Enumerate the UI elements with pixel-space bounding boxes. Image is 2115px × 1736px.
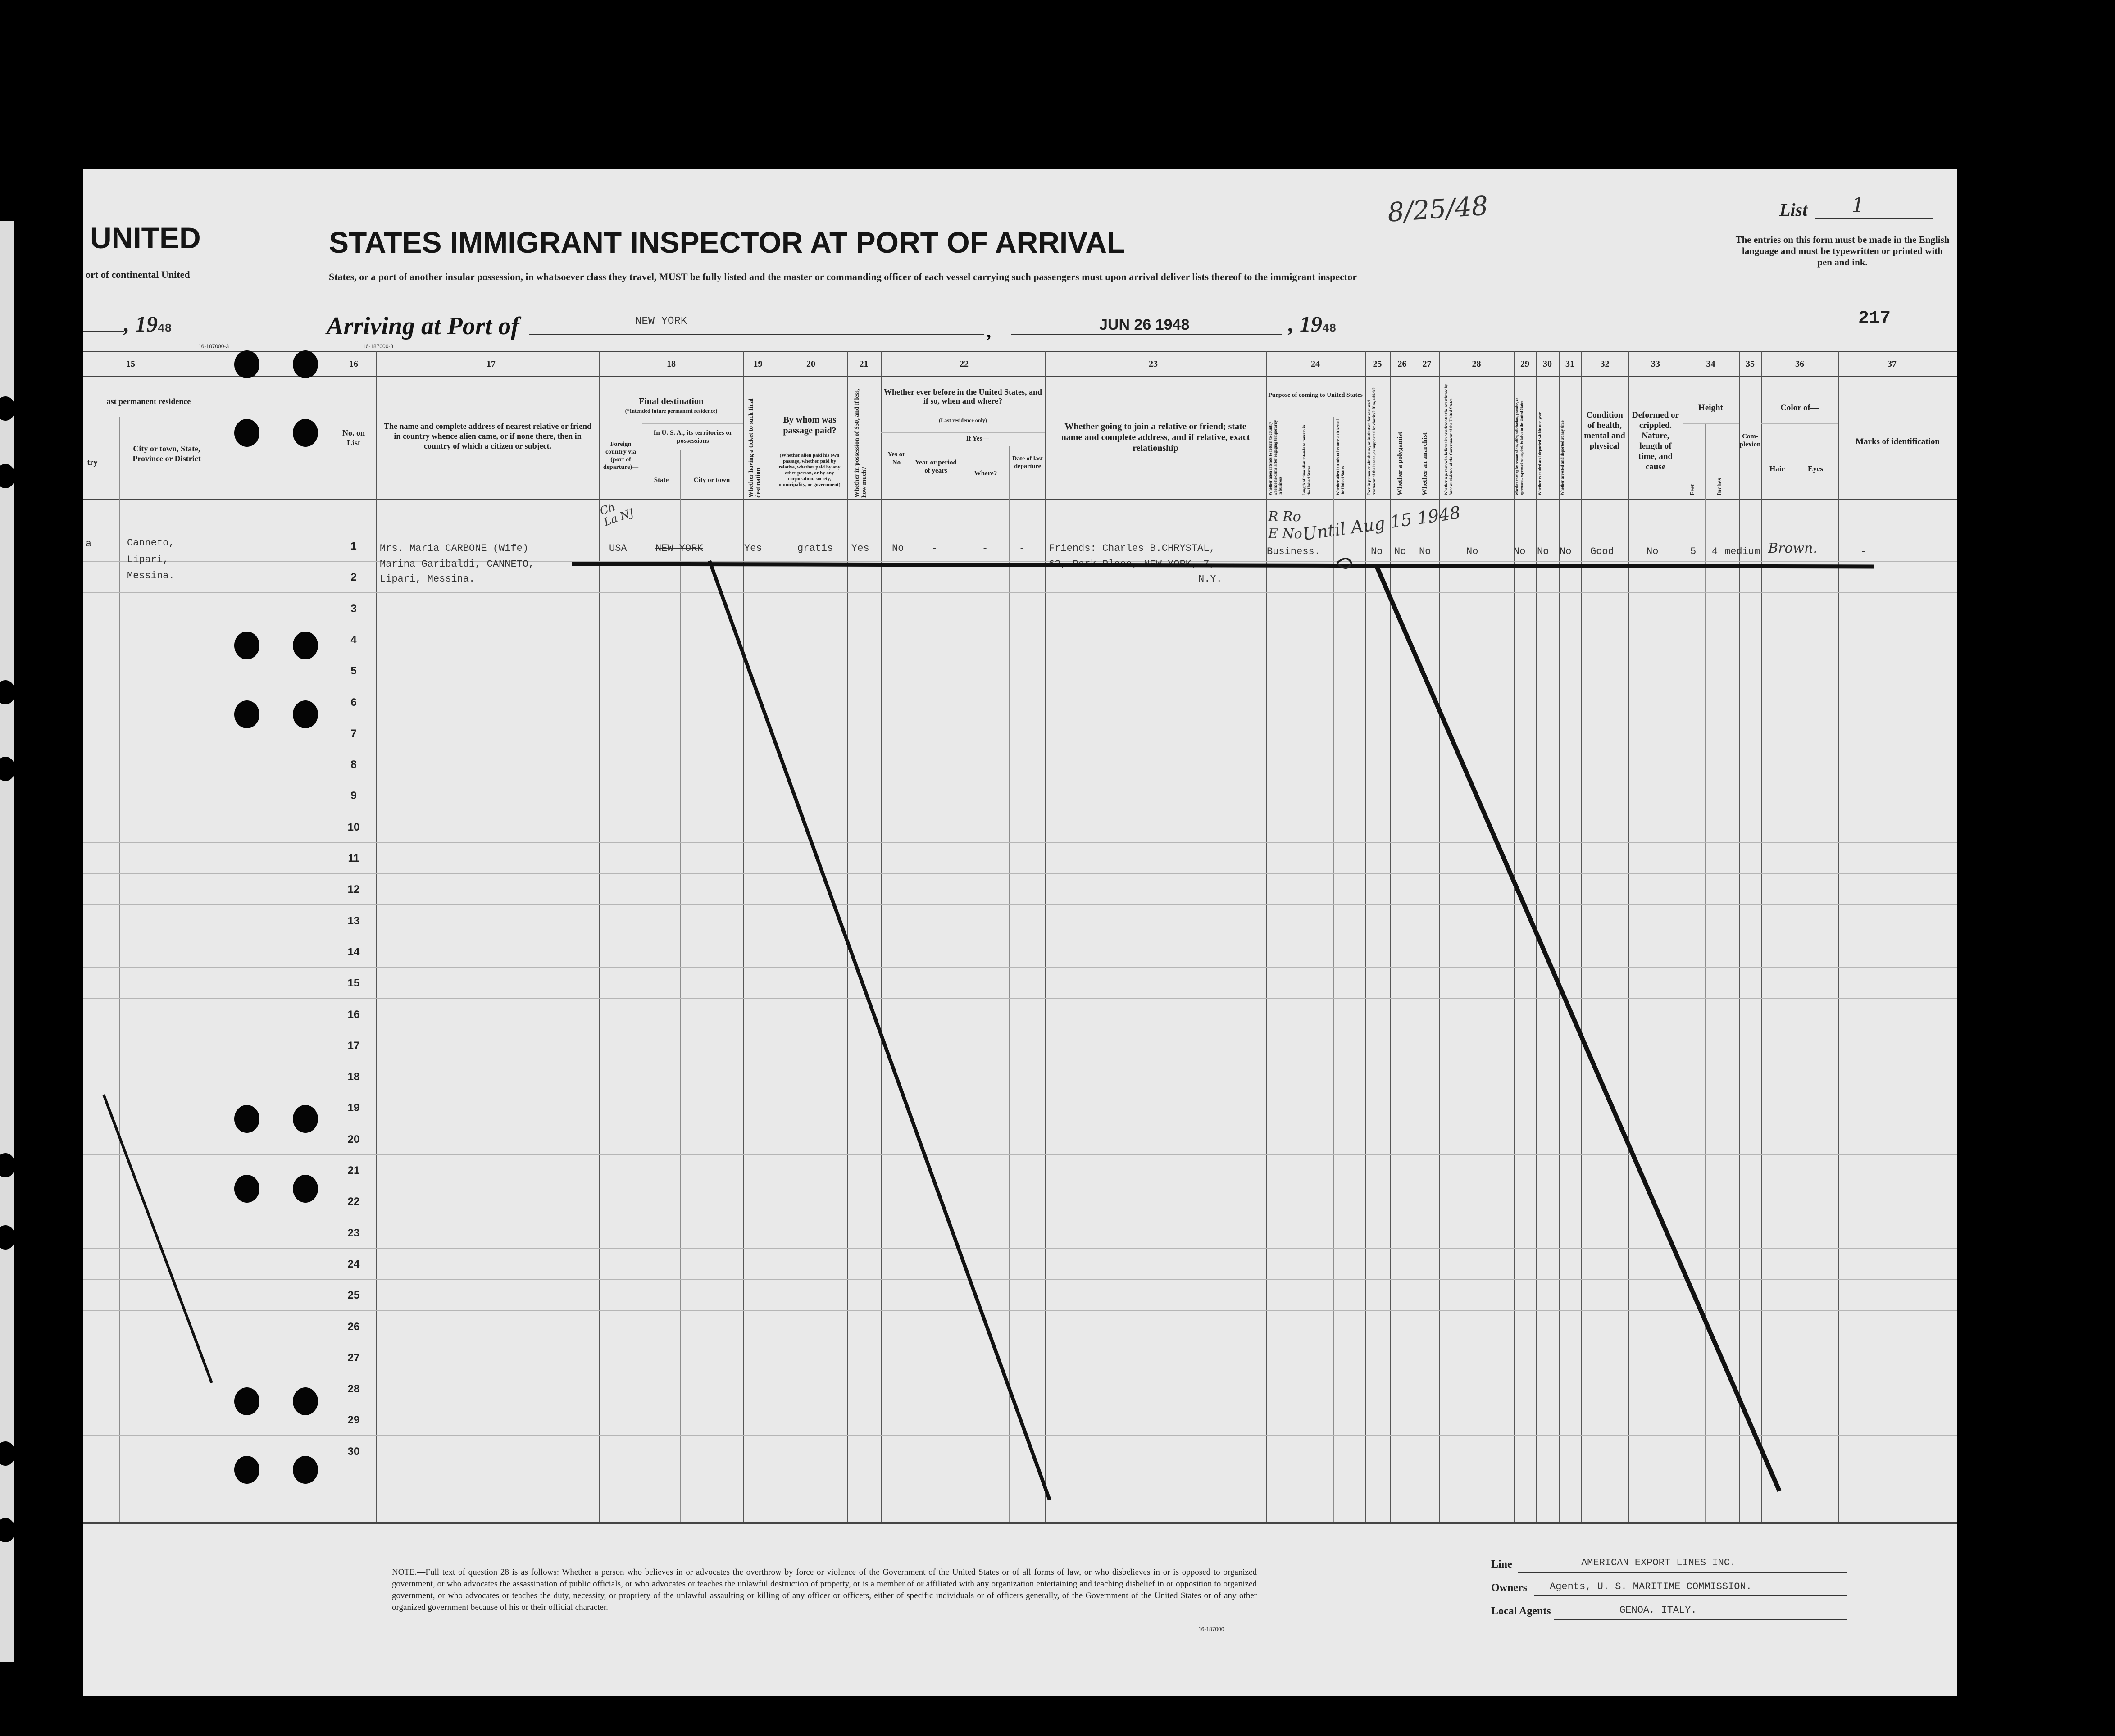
foreign-country-value: USA bbox=[609, 543, 627, 554]
join-line-3: N.Y. bbox=[1198, 573, 1222, 585]
col-number: 21 bbox=[859, 359, 869, 369]
row-number: 23 bbox=[347, 1227, 360, 1239]
instruction-text: The entries on this form must be made in the English language and must be typewritten or printed with pen and ink. bbox=[1735, 234, 1950, 268]
ticket-value: Yes bbox=[744, 543, 762, 554]
passage-value: gratis bbox=[797, 543, 833, 554]
relative-line-2: Marina Garibaldi, CANNETO, bbox=[380, 559, 535, 570]
city-line-2: Lipari, bbox=[127, 554, 169, 565]
hdr-feet: Feet bbox=[1689, 484, 1696, 495]
hdr-date-departure: Date of last departure bbox=[1012, 455, 1043, 470]
col-number: 19 bbox=[753, 359, 763, 369]
col-number: 24 bbox=[1311, 359, 1320, 369]
city-town-value: NEW YORK bbox=[655, 543, 703, 554]
owners-label: Owners bbox=[1491, 1582, 1527, 1594]
until-date-note: Until Aug 15 1948 bbox=[1301, 502, 1462, 545]
year-left-suffix: 48 bbox=[158, 322, 172, 335]
row-number: 17 bbox=[347, 1040, 360, 1052]
agents-underline bbox=[1554, 1619, 1847, 1620]
title-united: UNITED bbox=[90, 221, 201, 254]
q30-value: No bbox=[1537, 546, 1549, 557]
hdr-excluded: Whether excluded and deported within one year bbox=[1537, 412, 1542, 495]
date-note: 8/25/48 bbox=[1386, 190, 1489, 228]
row-number: 16 bbox=[347, 1009, 360, 1021]
city-line-3: Messina. bbox=[127, 570, 175, 582]
year-left-label: , 19 bbox=[124, 311, 158, 336]
page-subtitle: States, or a port of another insular possession, in whatsoever class they travel, MUST be fully listed and the master or commanding officer of each vessel carrying such passengers must upon arrival deliver lists thereof to the immigrant inspector bbox=[329, 271, 1357, 282]
year-right-suffix: 48 bbox=[1322, 322, 1337, 335]
relative-line-1: Mrs. Maria CARBONE (Wife) bbox=[380, 543, 529, 554]
col-number: 33 bbox=[1651, 359, 1660, 369]
q28-value: No bbox=[1466, 546, 1478, 557]
row-number: 30 bbox=[347, 1445, 360, 1458]
hair-value: Brown. bbox=[1768, 541, 1817, 556]
complexion-value: medium bbox=[1724, 546, 1760, 557]
owners-value: Agents, U. S. MARITIME COMMISSION. bbox=[1550, 1581, 1752, 1592]
col-number: 28 bbox=[1472, 359, 1481, 369]
form-code-left: 16-187000-3 bbox=[198, 343, 229, 350]
col-number: 26 bbox=[1397, 359, 1407, 369]
marks-value: - bbox=[1860, 546, 1867, 557]
agents-label: Local Agents bbox=[1491, 1605, 1551, 1617]
q25-value: No bbox=[1371, 546, 1383, 557]
row-number: 6 bbox=[350, 696, 357, 709]
q26-value: No bbox=[1394, 546, 1406, 557]
hdr-city-or-town: City or town bbox=[693, 477, 730, 484]
agents-value: GENOA, ITALY. bbox=[1619, 1604, 1697, 1616]
col-number: 29 bbox=[1520, 359, 1529, 369]
page-title: STATES IMMIGRANT INSPECTOR AT PORT OF ARRIVAL bbox=[329, 226, 1125, 259]
diagonal-strike-left bbox=[104, 1095, 212, 1383]
hdr-ticket: Whether having a ticket to such final destination bbox=[748, 398, 762, 498]
row-number: 26 bbox=[347, 1321, 360, 1333]
hdr-passage-paid: By whom was passage paid? bbox=[783, 415, 837, 436]
hdr-polygamist: Whether a polygamist bbox=[1396, 432, 1404, 495]
hdr-color-of: Color of— bbox=[1780, 403, 1819, 413]
year-right-label: , 19 bbox=[1288, 311, 1322, 336]
arrival-date: JUN 26 1948 bbox=[1099, 316, 1190, 333]
col-number: 34 bbox=[1706, 359, 1715, 369]
line-value: AMERICAN EXPORT LINES INC. bbox=[1581, 1557, 1736, 1568]
relative-line-3: Lipari, Messina. bbox=[380, 573, 475, 585]
col-number: 20 bbox=[806, 359, 815, 369]
date-departure-value: - bbox=[1019, 543, 1025, 554]
where-value: - bbox=[982, 543, 988, 554]
hdr-no-on-list: No. on List bbox=[342, 428, 365, 447]
q27-value: No bbox=[1419, 546, 1431, 557]
row-number: 13 bbox=[347, 915, 360, 927]
footer-form-code: 16-187000 bbox=[1198, 1626, 1224, 1632]
col-number: 31 bbox=[1565, 359, 1574, 369]
hdr-anarchist: Whether an anarchist bbox=[1421, 432, 1428, 495]
col-number: 35 bbox=[1746, 359, 1755, 369]
health-value: Good bbox=[1590, 546, 1614, 557]
diagonal-strike-1 bbox=[710, 561, 1050, 1500]
row-number: 21 bbox=[347, 1164, 360, 1177]
hdr-country-fragment: try bbox=[87, 458, 98, 467]
hdr-foreign-country: Foreign country via (port of departure)— bbox=[603, 441, 639, 471]
row-number: 18 bbox=[347, 1071, 360, 1083]
hdr-fifty-dollars: Whether in possession of $50, and if less, how much? bbox=[854, 388, 868, 498]
col-number: 25 bbox=[1373, 359, 1382, 369]
inches-value: 4 bbox=[1712, 546, 1718, 557]
hdr-nearest-relative: The name and complete address of nearest relative or friend in country whence alien came, or if none there, then in country of which a citizen or subject. bbox=[383, 422, 592, 450]
fifty-value: Yes bbox=[851, 543, 869, 554]
q31-value: No bbox=[1560, 546, 1572, 557]
row-number: 24 bbox=[347, 1258, 360, 1270]
hdr-labor-offer: Whether coming by reason of any offer, solicitation, promise, or agreement, expressed or implied, to labor in the United States bbox=[1515, 398, 1524, 495]
row-number: 8 bbox=[350, 759, 357, 771]
hdr-yes-or-no: Yes or No bbox=[887, 451, 905, 466]
hdr-going-to-join: Whether going to join a relative or friend; state name and complete address, and if relative, exact relationship bbox=[1061, 422, 1250, 453]
hdr-year-period: Year or period of years bbox=[915, 459, 957, 474]
destination-handwriting: Ch La NJ bbox=[598, 500, 636, 529]
col-number: 22 bbox=[960, 359, 969, 369]
hdr-deformed: Deformed or crippled. Nature, length of time, and cause bbox=[1632, 410, 1679, 472]
col-number: 27 bbox=[1422, 359, 1432, 369]
hdr-where: Where? bbox=[974, 470, 997, 477]
col-number: 15 bbox=[126, 359, 135, 369]
owners-underline bbox=[1534, 1595, 1847, 1596]
hdr-complexion: Com-plexion bbox=[1739, 433, 1761, 448]
hdr-overthrow: Whether a person who believes in or advocates the overthrow by force or violence of the Government of the United States bbox=[1444, 384, 1453, 495]
diagonal-strike-2 bbox=[1376, 565, 1779, 1491]
purpose-value: Business. bbox=[1267, 546, 1320, 557]
ever-before-value: No bbox=[892, 543, 904, 554]
col-number: 36 bbox=[1795, 359, 1804, 369]
row-number: 2 bbox=[350, 571, 357, 583]
hdr-marks: Marks of identification bbox=[1856, 437, 1940, 446]
col-number: 17 bbox=[487, 359, 496, 369]
col-number: 30 bbox=[1543, 359, 1552, 369]
hdr-health: Condition of health, mental and physical bbox=[1584, 410, 1625, 451]
form-code-right: 16-187000-3 bbox=[363, 343, 394, 350]
underline-stroke bbox=[572, 564, 1874, 567]
row-number: 25 bbox=[347, 1289, 360, 1301]
year-value: - bbox=[932, 543, 938, 554]
hdr-arrested: Whether arrested and deported at any time bbox=[1560, 420, 1565, 495]
residence-letter: a bbox=[86, 538, 92, 550]
hdr-final-destination: Final destination bbox=[639, 396, 704, 406]
hdr-ever-before: Whether ever before in the United States, and if so, when and where? bbox=[884, 387, 1042, 405]
port-continental-text: ort of continental United bbox=[86, 269, 190, 280]
col-number: 23 bbox=[1149, 359, 1158, 369]
hdr-height: Height bbox=[1698, 403, 1723, 413]
hdr-eyes: Eyes bbox=[1808, 464, 1823, 473]
port-name: NEW YORK bbox=[635, 315, 687, 327]
row-number: 14 bbox=[347, 946, 360, 958]
hdr-last-residence-only: (Last residence only) bbox=[939, 417, 987, 423]
row-number: 10 bbox=[347, 821, 360, 833]
feet-value: 5 bbox=[1690, 546, 1697, 557]
row-number: 7 bbox=[350, 727, 357, 740]
col-number: 16 bbox=[349, 359, 358, 369]
hdr-inches: Inches bbox=[1716, 478, 1723, 495]
hdr-purpose-length: Length of time alien intends to remain in the United States bbox=[1302, 425, 1311, 495]
row-number: 29 bbox=[347, 1414, 360, 1426]
col-number: 32 bbox=[1600, 359, 1610, 369]
hdr-purpose-return: Whether alien intends to return to country whence he came after engaging temporarily in business bbox=[1268, 420, 1283, 495]
row-number: 27 bbox=[347, 1352, 360, 1364]
row-number: 9 bbox=[350, 790, 357, 802]
row-number: 5 bbox=[350, 665, 357, 677]
hdr-in-usa: In U. S. A., its territories or possessions bbox=[653, 429, 732, 445]
city-line-1: Canneto, bbox=[127, 537, 175, 549]
hdr-prison: Ever in prison or almshouse, or institution for care and treatment of the insane, or supported by charity? If so, which? bbox=[1367, 387, 1376, 495]
list-label: List bbox=[1779, 200, 1808, 220]
hdr-city: City or town, State, Province or District bbox=[132, 444, 201, 463]
row-number: 11 bbox=[348, 852, 359, 864]
hdr-state: State bbox=[654, 477, 669, 484]
row-number: 12 bbox=[347, 883, 360, 895]
comma-sep: , bbox=[987, 321, 991, 341]
col-number: 18 bbox=[667, 359, 676, 369]
q29-value: No bbox=[1514, 546, 1526, 557]
row-number: 15 bbox=[347, 977, 360, 989]
row-number: 4 bbox=[350, 634, 357, 646]
hdr-purpose-citizen: Whether alien intends to become a citizen of the United States bbox=[1336, 419, 1345, 495]
row-number: 28 bbox=[347, 1383, 360, 1395]
row-number: 3 bbox=[350, 603, 357, 615]
join-line-1: Friends: Charles B.CHRYSTAL, bbox=[1049, 543, 1215, 554]
row-number: 20 bbox=[347, 1133, 360, 1145]
col-number: 37 bbox=[1888, 359, 1897, 369]
purpose-handwriting-2: E No bbox=[1268, 526, 1302, 542]
deformed-value: No bbox=[1647, 546, 1659, 557]
list-value: 1 bbox=[1851, 193, 1865, 217]
hdr-final-destination-note: (*Intended future permanent residence) bbox=[625, 408, 718, 414]
footer-note: NOTE.—Full text of question 28 is as follows: Whether a person who believes in or advocates the overthrow by force or violence of the Government of the United States or of all forms of law, or who disbelieves in or is opposed to organized government, or who advocates the assassination of public officials, or who advocates or teaches the unlawful destruction of property, or is a member of or affiliated with any organization entertaining and teaching disbelief in or opposition to organized government, or who advocates or teaches the duty, necessity, or propriety of the unlawful assaulting or killing of any officer or officers, either of specific individuals or of officers generally, of the Government of the United States or of any other organized government because of his or their official character. bbox=[392, 1568, 1257, 1612]
row-number: 22 bbox=[347, 1195, 360, 1208]
row-number: 19 bbox=[347, 1102, 360, 1114]
line-label: Line bbox=[1491, 1559, 1512, 1570]
hdr-purpose: Purpose of coming to United States bbox=[1268, 392, 1363, 399]
page-number: 217 bbox=[1858, 309, 1891, 329]
hdr-if-yes: If Yes— bbox=[966, 435, 989, 442]
line-underline bbox=[1518, 1572, 1847, 1573]
row-number: 1 bbox=[350, 540, 357, 552]
hdr-hair: Hair bbox=[1769, 464, 1785, 473]
arriving-label: Arriving at Port of bbox=[327, 312, 519, 340]
purpose-handwriting-1: R Ro bbox=[1268, 509, 1301, 525]
hdr-last-residence: ast permanent residence bbox=[106, 397, 191, 406]
hdr-passage-note: (Whether alien paid his own passage, whether paid by relative, whether paid by any other person, or by any corporation, society, municipality, or government) bbox=[778, 453, 841, 487]
